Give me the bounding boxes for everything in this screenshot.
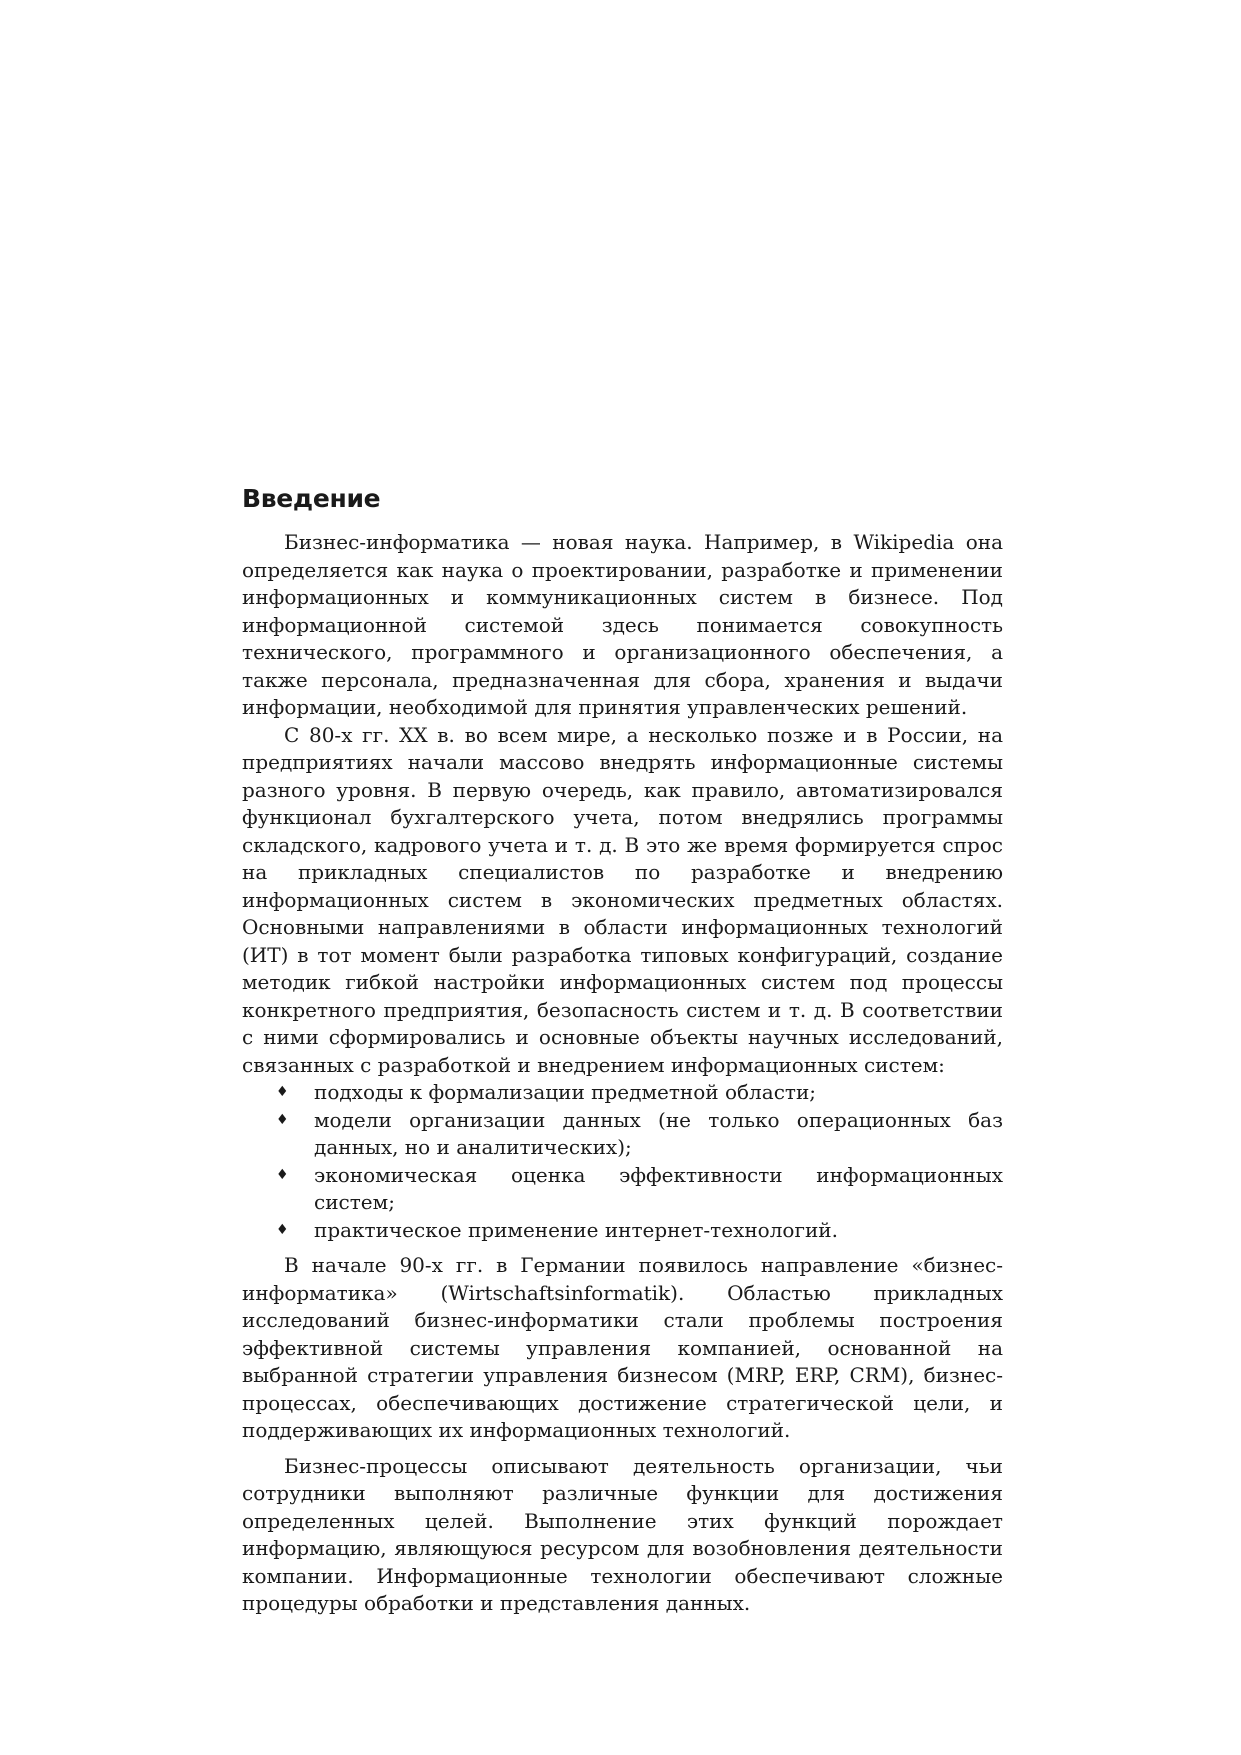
list-item <box>276 1079 1003 1107</box>
list-item-text: подходы к формализации предметной области; <box>314 1080 817 1104</box>
spacer <box>242 1445 1003 1453</box>
list-item <box>276 1162 1003 1217</box>
diamond-bullet-icon: ♦ <box>276 1111 289 1128</box>
diamond-bullet-icon: ♦ <box>276 1084 289 1100</box>
document-page <box>242 484 1003 1618</box>
list-item <box>276 1217 1003 1245</box>
diamond-bullet-icon: ♦ <box>276 1221 289 1238</box>
bullet-list <box>242 1079 1003 1244</box>
paragraph-2: С 80-х гг. XX в. во всем мире, а несколько позже и в России, на предприятиях начали массово внедрять информационные системы разного уровня. В первую очередь, как правило, автоматизировался функционал бухгалтерского учета, потом внедрялись программы складского, кадрового учета и т. д. В это же время формируется спрос на прикладных специалистов по разработке и внедрению информационных систем в экономических предметных областях. Основными направлениями в области информационных технологий (ИТ) в тот момент были разработка типовых конфигураций, создание методик гибкой настройки информационных систем под процессы конкретного предприятия, безопасность систем и т. д. В соответствии с ними сформировались и основные объекты научных исследований, связанных с разработкой и внедрением информационных систем: <box>242 722 1003 1077</box>
list-item-text: модели организации данных (не только операционных баз данных, но и аналитических); <box>314 1107 1003 1159</box>
list-item <box>276 1107 1003 1162</box>
list-item-text: практическое применение интернет-технологий. <box>314 1217 838 1242</box>
paragraph-4: Бизнес-процессы описывают деятельность организации, чьи сотрудники выполняют различные функции для достижения определенных целей. Выполнение этих функций порождает информацию, являющуюся ресурсом для возобновления деятельности компании. Информационные технологии обеспечивают сложные процедуры обработки и представления данных. <box>242 1453 1003 1615</box>
paragraph-3: В начале 90-х гг. в Германии появилось направление «бизнес-информатика» (Wirtschaftsinformatik). Областью прикладных исследований бизнес-информатики стали проблемы построения эффективной системы управления компанией, основанной на выбранной стратегии управления бизнесом (MRP, ERP, CRM), бизнес-процессах, обеспечивающих достижение стратегической цели, и поддерживающих их информационных технологий. <box>242 1253 1003 1442</box>
spacer <box>242 1244 1003 1252</box>
diamond-bullet-icon: ♦ <box>276 1166 289 1183</box>
paragraph-1: Бизнес-информатика — новая наука. Например, в Wikipedia она определяется как наука о проектировании, разработке и применении информационных и коммуникационных систем в бизнесе. Под информационной системой здесь понимается совокупность технического, программного и организационного обеспечения, а также персонала, предназначенная для сбора, хранения и выдачи информации, необходимой для принятия управленческих решений. <box>242 530 1003 719</box>
list-item-text: экономическая оценка эффективности информационных систем; <box>314 1162 1003 1214</box>
page-title: Введение <box>242 484 381 513</box>
